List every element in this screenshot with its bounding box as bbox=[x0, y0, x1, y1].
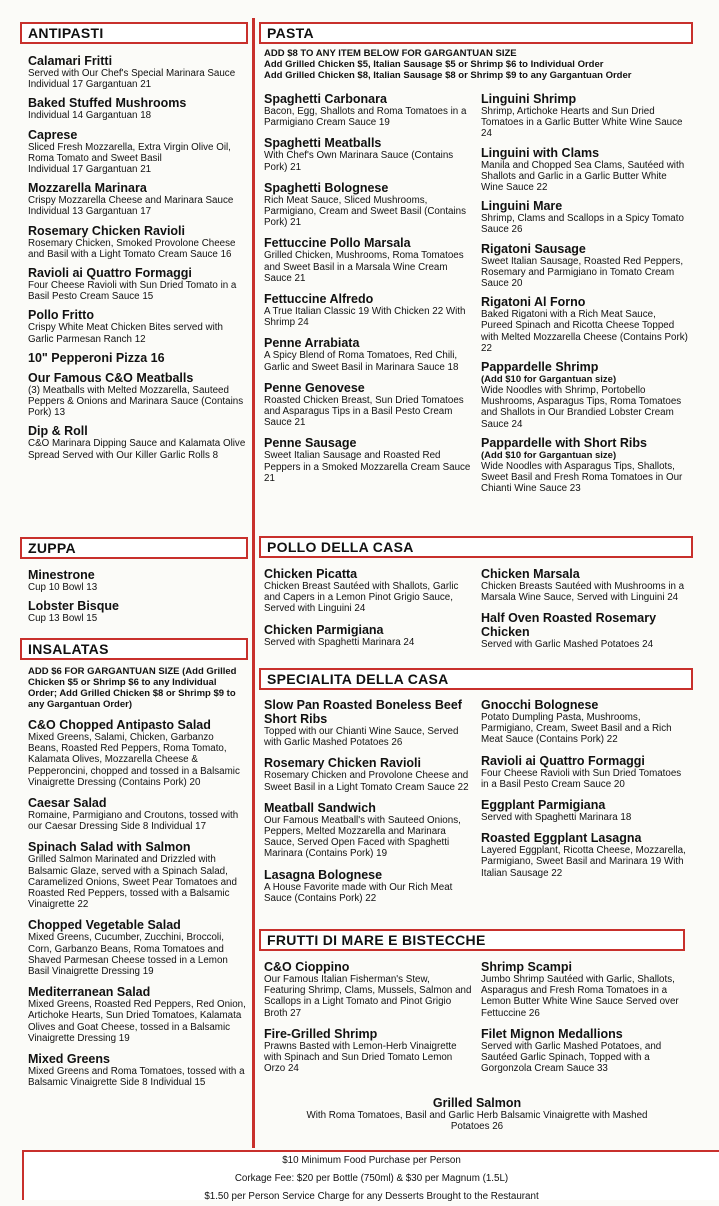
item-description: Mixed Greens, Cucumber, Zucchini, Broccoli, Corn, Garbanzo Beans, Roma Tomatoes and Shaved Parmesan Cheese tossed in a Lemon Basil Vinaigrette Dressing 19 bbox=[28, 932, 228, 978]
item-name: Filet Mignon Medallions bbox=[481, 1026, 623, 1041]
item-name: Fire-Grilled Shrimp bbox=[264, 1026, 378, 1041]
specialita-right-column bbox=[481, 698, 690, 912]
item-description: Mixed Greens, Salami, Chicken, Garbanzo Beans, Roasted Red Peppers, Roma Tomato, Kalamata Olives, Mozzarella Cheese & Pepperoncini, chopped and tossed in a Balsamic Vinaigrette Dressing (Contains Pork) 20 bbox=[28, 732, 240, 788]
pasta-header bbox=[259, 22, 693, 44]
grilled-salmon bbox=[264, 1096, 690, 1132]
menu-item bbox=[28, 224, 246, 260]
item-name: Pappardelle Shrimp bbox=[481, 360, 599, 375]
item-description: Sweet Italian Sausage, Roasted Red Peppers, Rosemary and Parmigiano in Tomato Cream Sauce 20 bbox=[481, 255, 684, 290]
antipasti-title: ANTIPASTI bbox=[28, 25, 104, 41]
item-description: Four Cheese Ravioli with Sun Dried Tomatoes in a Basil Pesto Cream Sauce 20 bbox=[481, 767, 682, 790]
item-name: Slow Pan Roasted Boneless Beef Short Ribs bbox=[264, 698, 462, 726]
item-description: Served with Garlic Mashed Potatoes, and Sautéed Garlic Spinach, Topped with a Gorgonzola Cream Sauce 33 bbox=[481, 1040, 662, 1075]
item-name: Minestrone bbox=[28, 568, 95, 582]
zuppa-section bbox=[28, 568, 246, 630]
item-size-note: (Add $10 for Gargantuan size) bbox=[481, 449, 617, 461]
item-description: Wide Noodles with Asparagus Tips, Shallots, Sweet Basil and Fresh Roma Tomatoes in Our Chianti Wine Sauce 23 bbox=[481, 460, 683, 495]
menu-item bbox=[264, 623, 473, 648]
pollo-right-column bbox=[481, 567, 690, 659]
footer-corkage: Corkage Fee: $20 per Bottle (750ml) & $30 per Magnum (1.5L) bbox=[234, 1173, 509, 1184]
insalatas-note: ADD $6 FOR GARGANTUAN SIZE (Add Grilled Chicken $5 or Shrimp $6 to any Individual Order; Add Grilled Chicken $8 or Shrimp $9 to any Gargantuan Order) bbox=[28, 666, 237, 710]
item-description: Grilled Chicken, Mushrooms, Roma Tomatoes and Sweet Basil in a Marsala Wine Cream Sauce 21 bbox=[264, 250, 464, 284]
item-description: Our Famous Italian Fisherman's Stew, Featuring Shrimp, Clams, Mussels, Salmon and Scallops in a Light Tomato and Pinot Grigio Broth 27 bbox=[264, 974, 472, 1019]
menu-item bbox=[481, 754, 690, 790]
footer-dessert-charge: $1.50 per Person Service Charge for any Desserts Brought to the Restaurant bbox=[204, 1191, 539, 1202]
grilled-salmon-name: Grilled Salmon bbox=[432, 1096, 522, 1110]
item-name: Lasagna Bolognese bbox=[264, 867, 383, 882]
item-price: Cup 13 Bowl 15 bbox=[28, 613, 98, 625]
menu-item bbox=[28, 128, 246, 176]
item-description: Sliced Fresh Mozzarella, Extra Virgin Olive Oil, Roma Tomato and Sweet Basil bbox=[28, 141, 231, 164]
menu-item bbox=[264, 381, 473, 429]
item-name: 10" Pepperoni Pizza 16 bbox=[28, 350, 165, 365]
frutti-title: FRUTTI DI MARE E BISTECCHE bbox=[267, 932, 486, 948]
item-description: A Spicy Blend of Roma Tomatoes, Red Chili, Garlic and Sweet Basil in Marinara Sauce 18 bbox=[264, 350, 459, 373]
menu-item bbox=[28, 424, 246, 460]
item-name: Linguini Mare bbox=[481, 199, 563, 214]
menu-item bbox=[28, 96, 246, 121]
item-size-note: (Add $10 for Gargantuan size) bbox=[481, 374, 617, 386]
frutti-left-column bbox=[264, 960, 473, 1082]
specialita-title: SPECIALITA DELLA CASA bbox=[267, 671, 449, 687]
menu-item bbox=[28, 371, 246, 419]
item-name: Rigatoni Sausage bbox=[481, 241, 586, 256]
item-description: Topped with our Chianti Wine Sauce, Served with Garlic Mashed Potatoes 26 bbox=[264, 726, 459, 749]
item-description: Grilled Salmon Marinated and Drizzled with Balsamic Glaze, served with a Spinach Salad, Caramelized Onions, Sweet Pear Tomatoes and Roasted Red Peppers, tossed with a Balsamic Vinaigrette 22 bbox=[28, 854, 237, 911]
item-description: Potato Dumpling Pasta, Mushrooms, Parmigiano, Cream, Sweet Basil and a Rich Meat Sauce (Contains Pork) 22 bbox=[481, 712, 672, 746]
item-name: Fettuccine Pollo Marsala bbox=[264, 236, 411, 251]
frutti-right-column bbox=[481, 960, 690, 1082]
item-name: Penne Genovese bbox=[264, 380, 365, 395]
item-name: Linguini with Clams bbox=[481, 145, 600, 160]
menu-item bbox=[481, 92, 690, 140]
menu-item bbox=[481, 1027, 690, 1075]
menu-item bbox=[481, 960, 690, 1019]
item-description: Bacon, Egg, Shallots and Roma Tomatoes in a Parmigiano Cream Sauce 19 bbox=[264, 106, 467, 129]
menu-item bbox=[481, 567, 690, 603]
menu-item bbox=[264, 801, 473, 860]
item-description: Layered Eggplant, Ricotta Cheese, Mozzarella, Parmigiano, Sweet Basil and Marinara 19 With Italian Sausage 22 bbox=[481, 845, 686, 879]
specialita-header bbox=[259, 668, 693, 690]
item-description: Crispy Mozzarella Cheese and Marinara Sauce bbox=[28, 195, 234, 207]
item-description: Mixed Greens and Roma Tomatoes, tossed with a Balsamic Vinaigrette Side 8 Individual 15 bbox=[28, 1066, 245, 1089]
insalatas-section bbox=[28, 666, 246, 1096]
menu-item bbox=[264, 567, 473, 615]
item-name: Mozzarella Marinara bbox=[28, 181, 147, 196]
item-description: Shrimp, Artichoke Hearts and Sun Dried Tomatoes in a Garlic Butter White Wine Sauce 24 bbox=[481, 106, 683, 140]
item-name: Caesar Salad bbox=[28, 796, 107, 811]
item-price: Individual 17 Gargantuan 21 bbox=[28, 164, 152, 176]
item-description: A True Italian Classic 19 With Chicken 22 With Shrimp 24 bbox=[264, 306, 466, 329]
item-name: Penne Arrabiata bbox=[264, 336, 360, 351]
insalatas-title: INSALATAS bbox=[28, 641, 109, 657]
menu-item bbox=[264, 698, 473, 748]
menu-item bbox=[264, 181, 473, 229]
grilled-salmon-desc: With Roma Tomatoes, Basil and Garlic Herb Balsamic Vinaigrette with Mashed Potatoes 26 bbox=[306, 1110, 648, 1133]
pollo-left-column bbox=[264, 567, 473, 659]
item-name: Eggplant Parmigiana bbox=[481, 798, 606, 813]
pasta-note-1: ADD $8 TO ANY ITEM BELOW FOR GARGANTUAN SIZE bbox=[264, 48, 517, 59]
item-name: Calamari Fritti bbox=[28, 54, 113, 68]
item-name: Rosemary Chicken Ravioli bbox=[264, 756, 422, 771]
menu-item bbox=[264, 92, 473, 128]
menu-item bbox=[481, 199, 690, 235]
item-name: Spaghetti Bolognese bbox=[264, 180, 389, 195]
item-name: Baked Stuffed Mushrooms bbox=[28, 96, 187, 111]
item-description: Chicken Breasts Sautéed with Mushrooms in a Marsala Wine Sauce, Served with Linguini 24 bbox=[481, 581, 685, 604]
menu-item bbox=[481, 698, 690, 746]
item-name: Chicken Marsala bbox=[481, 567, 580, 581]
item-name: Lobster Bisque bbox=[28, 599, 119, 614]
item-name: Mediterranean Salad bbox=[28, 985, 151, 1000]
frutti-header bbox=[259, 929, 685, 951]
item-description: (3) Meatballs with Melted Mozzarella, Sauteed Peppers & Onions and Marinara Sauce (Contains Pork) 13 bbox=[28, 384, 244, 419]
item-description: Four Cheese Ravioli with Sun Dried Tomato in a Basil Pesto Cream Sauce 15 bbox=[28, 280, 237, 303]
menu-item bbox=[264, 1027, 473, 1075]
menu-item bbox=[264, 868, 473, 904]
item-description: Rosemary Chicken and Provolone Cheese and Sweet Basil in a Light Tomato Cream Sauce 22 bbox=[264, 770, 469, 793]
menu-item bbox=[28, 985, 246, 1044]
zuppa-header bbox=[20, 537, 248, 559]
menu-item bbox=[481, 360, 690, 430]
pollo-header bbox=[259, 536, 693, 558]
item-name: C&O Chopped Antipasto Salad bbox=[28, 718, 211, 732]
menu-item bbox=[481, 831, 690, 879]
item-description: Roasted Chicken Breast, Sun Dried Tomatoes and Asparagus Tips in a Basil Pesto Cream Sauce 21 bbox=[264, 394, 464, 429]
item-name: Ravioli ai Quattro Formaggi bbox=[28, 266, 192, 281]
menu-item bbox=[481, 436, 690, 495]
item-description: Wide Noodles with Shrimp, Portobello Mushrooms, Asparagus Tips, Roma Tomatoes and Shallots in Our Brandied Lobster Cream Sauce 24 bbox=[481, 385, 682, 430]
pollo-section bbox=[264, 567, 690, 659]
menu-item bbox=[481, 146, 690, 194]
item-description: A House Favorite made with Our Rich Meat Sauce (Contains Pork) 22 bbox=[264, 881, 453, 904]
menu-item bbox=[264, 756, 473, 792]
item-description: Served with Garlic Mashed Potatoes 24 bbox=[481, 639, 654, 651]
menu-item bbox=[28, 568, 246, 593]
zuppa-title: ZUPPA bbox=[28, 540, 76, 556]
item-name: Our Famous C&O Meatballs bbox=[28, 370, 194, 385]
item-description: C&O Marinara Dipping Sauce and Kalamata Olive Spread Served with Our Killer Garlic Rolls 8 bbox=[28, 438, 246, 461]
menu-item bbox=[264, 292, 473, 328]
pasta-title: PASTA bbox=[267, 25, 314, 41]
item-name: C&O Cioppino bbox=[264, 960, 350, 974]
item-description: Jumbo Shrimp Sautéed with Garlic, Shallots, Asparagus and Fresh Roma Tomatoes in a Lemon Butter White Wine Sauce Served over Fettuccine 26 bbox=[481, 974, 679, 1019]
item-name: Chicken Picatta bbox=[264, 567, 358, 581]
menu-item bbox=[28, 54, 246, 90]
menu-item bbox=[481, 295, 690, 354]
item-name: Roasted Eggplant Lasagna bbox=[481, 831, 642, 846]
pasta-note-2: Add Grilled Chicken $5, Italian Sausage $5 or Shrimp $6 to Individual Order bbox=[264, 59, 604, 70]
item-name: Shrimp Scampi bbox=[481, 960, 572, 974]
menu-item bbox=[28, 718, 246, 788]
item-description: Served with Our Chef's Special Marinara Sauce bbox=[28, 68, 236, 79]
item-description: Chicken Breast Sautéed with Shallots, Garlic and Capers in a Lemon Pinot Grigio Sauce, Served with Linguini 24 bbox=[264, 581, 459, 615]
specialita-left-column bbox=[264, 698, 473, 912]
menu-item bbox=[264, 336, 473, 372]
item-price: Individual 17 Gargantuan 21 bbox=[28, 79, 152, 91]
item-name: Pappardelle with Short Ribs bbox=[481, 435, 647, 450]
item-name: Pollo Fritto bbox=[28, 308, 94, 323]
footer-minimum: $10 Minimum Food Purchase per Person bbox=[282, 1155, 461, 1166]
menu-item bbox=[264, 236, 473, 284]
item-description: Our Famous Meatball's with Sauteed Onions, Peppers, Melted Mozzarella and Marinara Sauce, Served Open Faced with Spaghetti Marinara (Contains Pork) 19 bbox=[264, 814, 461, 860]
menu-item bbox=[28, 351, 246, 365]
insalatas-header bbox=[20, 638, 248, 660]
item-description: With Chef's Own Marinara Sauce (Contains Pork) 21 bbox=[264, 150, 454, 173]
menu-item bbox=[481, 798, 690, 823]
menu-item bbox=[28, 1052, 246, 1088]
pasta-left-column bbox=[264, 92, 473, 500]
antipasti-section bbox=[28, 54, 246, 467]
menu-item bbox=[481, 611, 690, 650]
item-name: Spaghetti Carbonara bbox=[264, 92, 387, 106]
menu-item bbox=[264, 960, 473, 1019]
item-description: Baked Rigatoni with a Rich Meat Sauce, Pureed Spinach and Ricotta Cheese Topped with Melted Mozzarella Cheese (Contains Pork) 22 bbox=[481, 309, 688, 354]
item-name: Gnocchi Bolognese bbox=[481, 698, 599, 712]
pasta-note-3: Add Grilled Chicken $8, Italian Sausage $8 or Shrimp $9 to any Gargantuan Order bbox=[264, 70, 632, 81]
item-name: Rigatoni Al Forno bbox=[481, 295, 586, 310]
menu-item bbox=[28, 308, 246, 344]
menu-item bbox=[28, 918, 246, 977]
item-name: Spaghetti Meatballs bbox=[264, 136, 382, 151]
pasta-notes bbox=[264, 48, 694, 81]
menu-item bbox=[28, 840, 246, 910]
item-name: Dip & Roll bbox=[28, 424, 88, 439]
menu-item bbox=[28, 599, 246, 624]
menu-item bbox=[264, 136, 473, 172]
specialita-section bbox=[264, 698, 690, 912]
item-description: Romaine, Parmigiano and Croutons, tossed with our Caesar Dressing Side 8 Individual 17 bbox=[28, 810, 239, 833]
item-description: Prawns Basted with Lemon-Herb Vinaigrette with Spinach and Sun Dried Tomato Lemon Orzo 24 bbox=[264, 1040, 457, 1075]
antipasti-header bbox=[20, 22, 248, 44]
menu-item bbox=[264, 436, 473, 484]
item-name: Spinach Salad with Salmon bbox=[28, 840, 191, 855]
pollo-title: POLLO DELLA CASA bbox=[267, 539, 414, 555]
item-description: Shrimp, Clams and Scallops in a Spicy Tomato Sauce 26 bbox=[481, 213, 684, 236]
frutti-section bbox=[264, 960, 690, 1082]
menu-item bbox=[28, 181, 246, 217]
item-description: Manila and Chopped Sea Clams, Sautéed with Shallots and Garlic in a Garlic Butter White Wine Sauce 22 bbox=[481, 159, 685, 194]
item-description: Crispy White Meat Chicken Bites served with Garlic Parmesan Ranch 12 bbox=[28, 322, 223, 345]
item-name: Linguini Shrimp bbox=[481, 92, 577, 106]
pasta-section bbox=[264, 92, 690, 500]
item-name: Half Oven Roasted Rosemary Chicken bbox=[481, 611, 657, 640]
item-description: Mixed Greens, Roasted Red Peppers, Red Onion, Artichoke Hearts, Sun Dried Tomatoes, Kalamata Olives and Goat Cheese, tossed in a Balsamic Vinaigrette Dressing 19 bbox=[28, 999, 246, 1044]
item-price: Cup 10 Bowl 13 bbox=[28, 582, 98, 593]
item-price: Individual 13 Gargantuan 17 bbox=[28, 206, 152, 218]
item-description: Rosemary Chicken, Smoked Provolone Cheese and Basil with a Light Tomato Cream Sauce 16 bbox=[28, 237, 236, 260]
item-name: Chicken Parmigiana bbox=[264, 622, 384, 637]
item-name: Meatball Sandwich bbox=[264, 800, 376, 815]
item-description: Served with Spaghetti Marinara 18 bbox=[481, 812, 632, 824]
pasta-right-column bbox=[481, 92, 690, 500]
menu-item bbox=[28, 266, 246, 302]
item-name: Chopped Vegetable Salad bbox=[28, 918, 181, 933]
item-name: Rosemary Chicken Ravioli bbox=[28, 223, 186, 238]
menu-item bbox=[481, 242, 690, 290]
item-name: Caprese bbox=[28, 127, 78, 142]
item-name: Mixed Greens bbox=[28, 1052, 110, 1067]
column-divider bbox=[252, 18, 255, 1148]
footer-policies bbox=[22, 1150, 719, 1200]
item-description: Sweet Italian Sausage and Roasted Red Peppers in a Smoked Mozzarella Cream Sauce 21 bbox=[264, 450, 471, 484]
item-description: Served with Spaghetti Marinara 24 bbox=[264, 636, 415, 648]
item-name: Penne Sausage bbox=[264, 436, 357, 451]
item-description: Rich Meat Sauce, Sliced Mushrooms, Parmigiano, Cream and Sweet Basil (Contains Pork) 21 bbox=[264, 194, 467, 229]
item-price: Individual 14 Gargantuan 18 bbox=[28, 110, 152, 122]
menu-item bbox=[28, 796, 246, 832]
item-name: Fettuccine Alfredo bbox=[264, 292, 374, 307]
item-name: Ravioli ai Quattro Formaggi bbox=[481, 753, 645, 768]
